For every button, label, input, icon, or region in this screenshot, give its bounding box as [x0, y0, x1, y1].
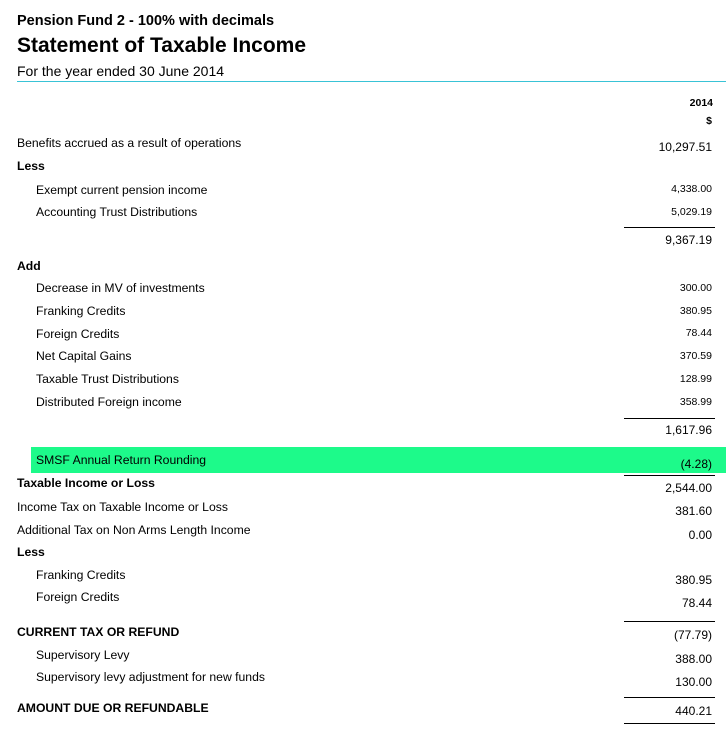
- row-label-franking-credits: Franking Credits: [36, 568, 126, 582]
- row-label-exempt: Exempt current pension income: [36, 183, 208, 197]
- row-label-rounding: SMSF Annual Return Rounding: [36, 453, 207, 467]
- row-value-franking: 380.95: [679, 305, 712, 317]
- total-rule: [624, 621, 715, 622]
- page-title: Statement of Taxable Income: [17, 34, 307, 57]
- total-rule: [624, 475, 715, 476]
- row-value-taxable-income: 2,544.00: [665, 481, 712, 495]
- row-value-foreign: 78.44: [685, 327, 712, 339]
- row-label-net-capital-gains: Net Capital Gains: [36, 349, 132, 363]
- row-value-exempt: 4,338.00: [671, 183, 712, 195]
- fund-name: Pension Fund 2 - 100% with decimals: [17, 13, 275, 29]
- row-value-franking-credits: 380.95: [675, 573, 712, 587]
- row-label-amount-due: AMOUNT DUE OR REFUNDABLE: [17, 701, 209, 715]
- subtotal-add: 1,617.96: [665, 423, 712, 437]
- section-add: Add: [17, 259, 41, 273]
- subtotal-rule: [624, 418, 715, 419]
- row-value-decrease-mv: 300.00: [679, 282, 712, 294]
- row-value-foreign-credits: 78.44: [681, 596, 712, 610]
- column-currency: $: [706, 115, 712, 127]
- subtotal-less: 9,367.19: [665, 233, 712, 247]
- row-label-decrease-mv: Decrease in MV of investments: [36, 281, 205, 295]
- row-label-income-tax: Income Tax on Taxable Income or Loss: [17, 500, 228, 514]
- row-value-distributed-foreign: 358.99: [679, 396, 712, 408]
- section-less: Less: [17, 159, 45, 173]
- section-less-credits: Less: [17, 545, 45, 559]
- row-label-benefits: Benefits accrued as a result of operations: [17, 136, 242, 150]
- row-label-supervisory-levy-adj: Supervisory levy adjustment for new funds: [36, 670, 265, 684]
- row-value-additional-tax: 0.00: [688, 528, 712, 542]
- subtotal-rule: [624, 227, 715, 228]
- row-value-income-tax: 381.60: [675, 504, 712, 518]
- row-label-taxable-trust: Taxable Trust Distributions: [36, 372, 179, 386]
- row-value-taxable-trust: 128.99: [679, 373, 712, 385]
- row-label-foreign-credits: Foreign Credits: [36, 590, 120, 604]
- row-label-taxable-income: Taxable Income or Loss: [17, 476, 155, 490]
- header-divider: [17, 81, 726, 82]
- period-subtitle: For the year ended 30 June 2014: [17, 63, 225, 79]
- row-label-franking: Franking Credits: [36, 304, 126, 318]
- row-label-distributed-foreign: Distributed Foreign income: [36, 395, 182, 409]
- row-label-foreign: Foreign Credits: [36, 327, 120, 341]
- row-value-net-capital-gains: 370.59: [679, 350, 712, 362]
- row-value-supervisory-levy-adj: 130.00: [675, 675, 712, 689]
- total-rule: [624, 697, 715, 698]
- row-value-current-tax: (77.79): [673, 628, 712, 642]
- row-label-accounting-trust: Accounting Trust Distributions: [36, 205, 198, 219]
- row-value-rounding: (4.28): [680, 457, 712, 471]
- final-rule: [624, 723, 715, 724]
- column-year: 2014: [689, 97, 713, 109]
- row-label-additional-tax: Additional Tax on Non Arms Length Income: [17, 523, 251, 537]
- row-value-benefits: 10,297.51: [658, 140, 712, 154]
- row-label-supervisory-levy: Supervisory Levy: [36, 648, 130, 662]
- row-value-supervisory-levy: 388.00: [675, 652, 712, 666]
- row-label-current-tax: CURRENT TAX OR REFUND: [17, 625, 180, 639]
- row-value-amount-due: 440.21: [675, 704, 712, 718]
- row-value-accounting-trust: 5,029.19: [671, 206, 712, 218]
